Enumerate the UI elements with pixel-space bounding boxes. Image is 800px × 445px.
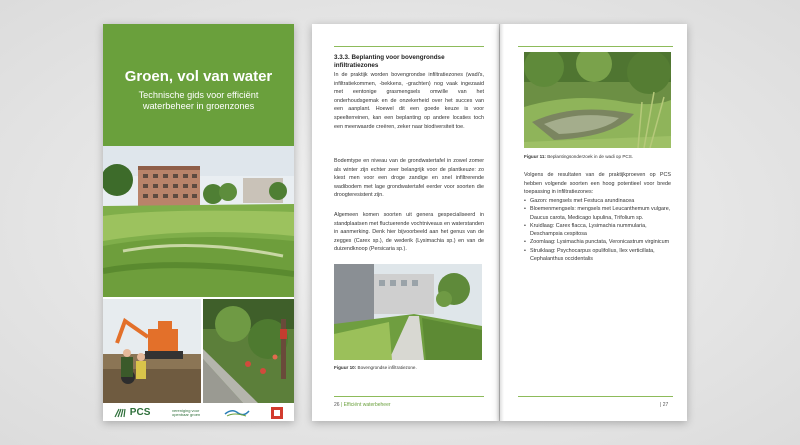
- list-item: • Zoomlaag: Lysimachia punctata, Veronicastrum virginicum: [524, 238, 674, 246]
- figure-11-text: Beplantingsonderzoek in de wadi op PCS.: [547, 154, 634, 159]
- bottom-rule-right: [518, 396, 673, 397]
- section-heading-line-1: 3.3.3. Beplanting voor bovengrondse: [334, 54, 445, 61]
- footer-section-title: | Efficiënt waterbeheer: [340, 402, 391, 408]
- cover-photo-excavator: [103, 299, 201, 403]
- figure-10-caption: [334, 365, 417, 370]
- figure-11-photo: [524, 52, 671, 148]
- red-square-logo: [271, 407, 283, 419]
- list-item: • Kruidlaag: Carex flacca, Lysimachia nummularia, Deschampsia cespitosa: [524, 222, 674, 239]
- cover-subtitle: [113, 90, 284, 112]
- page-number-left: 26: [334, 402, 340, 408]
- top-rule-left: [334, 46, 484, 47]
- cover-logo-strip: [103, 404, 294, 421]
- bottom-rule-left: [334, 396, 484, 397]
- cover-photo-wadi: [103, 146, 294, 297]
- section-heading: [334, 54, 484, 69]
- page-left: [312, 24, 499, 421]
- cover-title-band: [103, 24, 294, 146]
- cover-subtitle-line-2: waterbeheer in groenzones: [142, 101, 255, 111]
- figure-11-label: Figuur 11:: [524, 154, 546, 159]
- cover-subtitle-line-1: Technische gids voor efficiënt: [138, 90, 259, 100]
- list-item: • Bloemenmengsels: mengsels met Leucanthemum vulgare, Daucus carota, Medicago lupulina, Trifolium sp.: [524, 205, 674, 222]
- pcs-field-icon: [114, 408, 128, 418]
- list-item: • Struiklaag: Psychocarpus opulifolius, Ilex verticillata, Cephalanthus occidentalis: [524, 247, 674, 264]
- book-gutter: [496, 24, 504, 421]
- results-intro: Volgens de resultaten van de praktijkproeven op PCS hebben volgende soorten een hoog potentieel voor brede toepassing in infiltratiezones:: [524, 172, 671, 196]
- figure-11-caption: [524, 154, 633, 159]
- list-item: • Gazon: mengsels met Festuca arundinacea: [524, 197, 674, 205]
- figure-10-text: Bovengrondse infiltratiezone.: [357, 365, 417, 370]
- partner-logo: [224, 408, 250, 418]
- cover-photo-planting: [203, 299, 294, 403]
- page-number-right: | 27: [660, 402, 669, 408]
- cover-title: Groen, vol van water: [124, 68, 273, 85]
- paragraph-3: Algemeen komen soorten uit genera gespecialiseerd in standplaatsen met fluctuerende vochtniveaus en waterstanden in aanmerking. Denk hier bijvoorbeeld aan het genus van de zegges (Carex sp.), de wederik (Lysimachia sp.) en van de duizendknoop (Persicaria sp.).: [334, 212, 484, 253]
- figure-10-label: Figuur 10:: [334, 365, 357, 370]
- top-rule-right: [518, 46, 673, 47]
- paragraph-2: Bodemtype en niveau van de grondwatertafel in zowel zomer als winter zijn echter zeer belangrijk voor de plantkeuze: zo kiest men voor een droge zandige en snel infiltrerende wadibodem met lage grondwatertafel eerder voor soorten die droogteresistent zijn.: [334, 158, 484, 199]
- pcs-logo: [114, 407, 151, 418]
- brochure-cover: [103, 24, 294, 421]
- page-right: [500, 24, 687, 421]
- species-list: [524, 197, 674, 263]
- paragraph-1: In de praktijk worden bovengrondse infiltratiezones (wadi's, infiltratiekommen, -bekkens, -grachten) nog vaak ingezaaid met eentonige grasmengsels omwille van het onderhoudsgemak en de onzekerheid over het succes van een aanplant. Hoewel dit een goede keuze is voor speelterreinen, kan een beplanting op andere locaties toch een meerwaarde creëren, zeker naar biodiversiteit toe.: [334, 72, 484, 130]
- footer-left: [334, 402, 391, 408]
- figure-10-photo: [334, 264, 482, 360]
- openbaar-groen-logo: vereniging voor openbaar groen: [171, 407, 201, 417]
- pcs-logo-text: PCS: [129, 407, 151, 418]
- section-heading-line-2: infiltratiezones: [334, 61, 379, 69]
